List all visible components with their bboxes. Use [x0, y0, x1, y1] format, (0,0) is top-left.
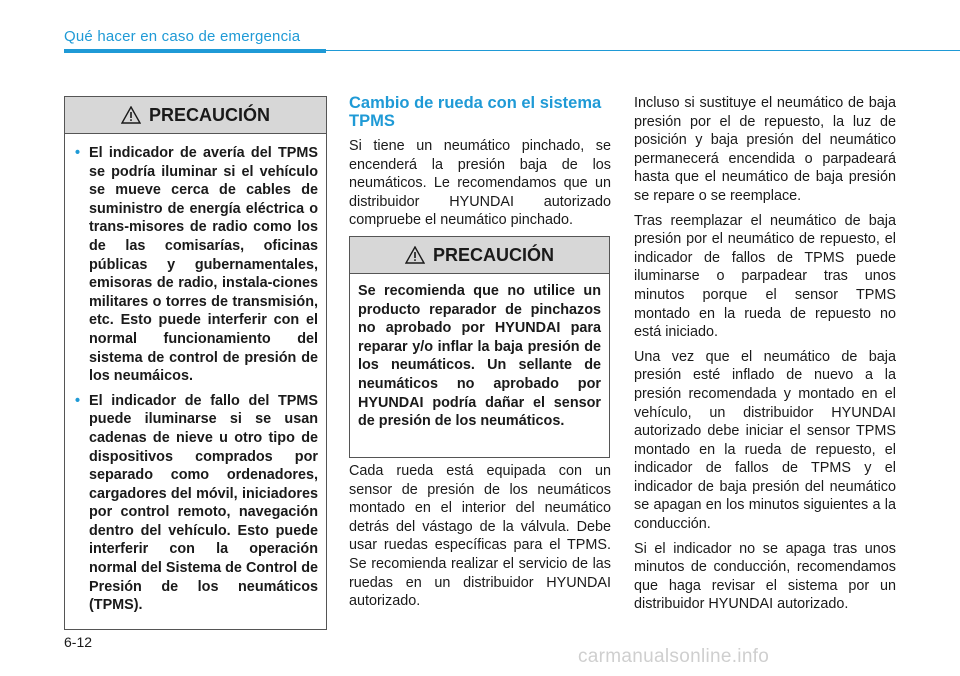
caution-label: PRECAUCIÓN	[432, 244, 554, 265]
caution-header	[350, 237, 609, 274]
bullet-icon: •	[75, 392, 81, 409]
bullet-icon: •	[75, 145, 81, 161]
header-rule	[326, 50, 960, 51]
caution-box-left	[64, 96, 327, 630]
list-item: • El indicador de avería del TPMS se podría iluminar si el vehículo se mueve cerca de cables de suministro de energía eléctrica o trans-misores de radio como los de las comisarías, oficinas públicas y gubernamentales, emisoras de radio, instala-ciones militares o torres de transmisión, etc. Esto puede interferir con el normal funcionamiento del sistema de control de presión de los neumáicos.	[75, 145, 318, 385]
paragraph: Una vez que el neumático de baja presión esté inflado de nuevo a la presión recomendada y montado en el vehículo, un distribuidor HYUNDAI autorizado debe iniciar el sensor TPMS montado en la rueda de repuesto, el indicador de fallos de TPMS y el indicador de baja presión del neumático se apagan en los minutos siguientes a la conducción.	[634, 348, 896, 533]
paragraph: Incluso si sustituye el neumático de baja presión por el de repuesto, la luz de posición y baja presión del neumático permanecerá encendida o parpadeará hasta que el neumático de baja presión se repare o se reemplace.	[634, 95, 896, 204]
right-column	[634, 94, 896, 620]
paragraph: Cada rueda está equipada con un sensor de presión de los neumáticos montado en el interior del neumático detrás del vástago de la válvula. Debe usar ruedas específicas para el TPMS. Se recomienda realizar el servicio de las ruedas en un distribuidor HYUNDAI autorizado.	[349, 463, 611, 610]
caution-box-middle	[349, 236, 610, 458]
section-title: Cambio de rueda con el sistema TPMS	[349, 94, 602, 130]
list-item: • El indicador de fallo del TPMS puede iluminarse si se usan cadenas de nieve u otro tipo de dispositivos comprados por separado como ordenadores, cargadores del móvil, iniciadores por control remoto, navegación dentro del vehículo. Esto puede interferir con la operación normal del Sistema de Control de Presión de los neumáticos (TPMS).	[75, 392, 318, 614]
section-body	[349, 462, 611, 617]
caution-header	[65, 97, 326, 134]
paragraph: Tras reemplazar el neumático de baja presión por el neumático de repuesto, el indicador de fallos de TPMS puede iluminarse o parpadear tras unos minutos porque el sensor TPMS montado en la rueda de repuesto no está iniciado.	[634, 212, 896, 341]
caution-text: Se recomienda que no utilice un producto reparador de pinchazos no aprobado por HYUNDAI para reparar y/o inflar la baja presión de los neumáticos. Un sellante de neumáticos no aprobado por HYUNDAI podría dañar el sensor de presión de los neumáticos.	[358, 283, 601, 430]
paragraph: Si el indicador no se apaga tras unos minutos de conducción, recomendamos que haga revisar el sistema por un distribuidor HYUNDAI autorizado.	[634, 540, 896, 613]
warning-triangle-icon	[121, 106, 141, 124]
section-header-title: Qué hacer en caso de emergencia	[64, 28, 301, 45]
caution-list	[75, 144, 318, 615]
caution-label: PRECAUCIÓN	[148, 104, 270, 125]
watermark: carmanualsonline.info	[578, 646, 770, 667]
page-number: 6-12	[64, 634, 93, 650]
section-intro	[349, 137, 611, 236]
paragraph: Si tiene un neumático pinchado, se encenderá la presión baja de los neumáticos. Le recomendamos que un distribuidor HYUNDAI autorizado compruebe el neumático pinchado.	[349, 138, 611, 229]
header-accent-bar	[64, 49, 326, 53]
warning-triangle-icon	[405, 246, 425, 264]
